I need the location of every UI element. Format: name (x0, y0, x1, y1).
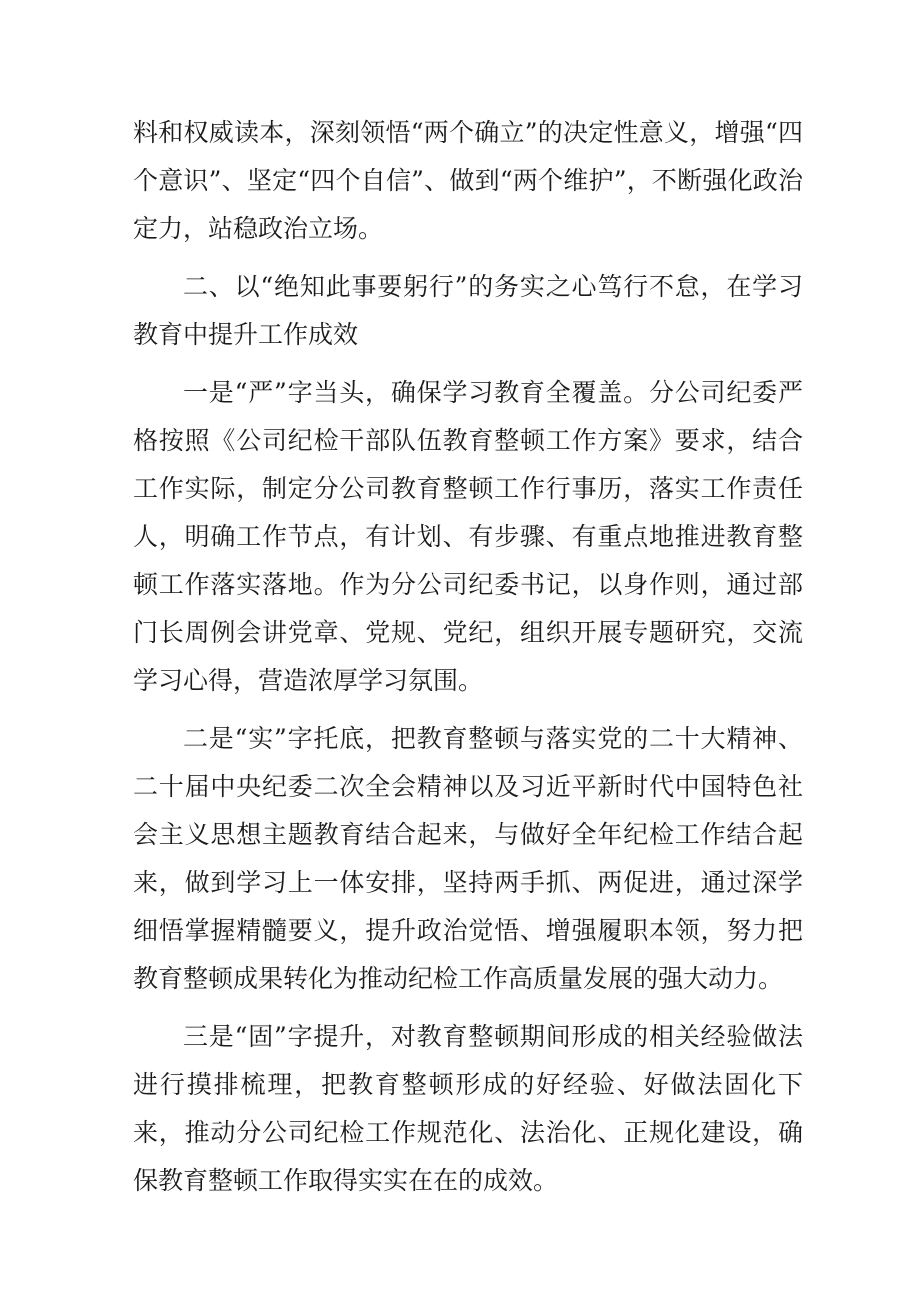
paragraph-strict: 一是“严”字当头，确保学习教育全覆盖。分公司纪委严格按照《公司纪检干部队伍教育整顿工作方案》要求，结合工作实际，制定分公司教育整顿工作行事历，落实工作责任人，明确工作节点，有计划、有步骤、有重点地推进教育整顿工作落实落地。作为分公司纪委书记，以身作则，通过部门长周例会讲党章、党规、党纪，组织开展专题研究，交流学习心得，营造浓厚学习氛围。 (133, 378, 803, 695)
paragraph-practical: 二是“实”字托底，把教育整顿与落实党的二十大精神、二十届中央纪委二次全会精神以及习近平新时代中国特色社会主义思想主题教育结合起来，与做好全年纪检工作结合起来，做到学习上一体安排，坚持两手抓、两促进，通过深学细悟掌握精髓要义，提升政治觉悟、增强履职本领，努力把教育整顿成果转化为推动纪检工作高质量发展的强大动力。 (133, 724, 803, 993)
document-body (133, 109, 803, 1205)
paragraph-consolidate: 三是“固”字提升，对教育整顿期间形成的相关经验做法进行摸排梳理，把教育整顿形成的好经验、好做法固化下来，推动分公司纪检工作规范化、法治化、正规化建设，确保教育整顿工作取得实实在在的成效。 (133, 1022, 803, 1195)
section-heading: 二、以“绝知此事要躬行”的务实之心笃行不怠，在学习教育中提升工作成效 (133, 272, 803, 349)
paragraph-continuation: 料和权威读本，深刻领悟“两个确立”的决定性意义，增强“四个意识”、坚定“四个自信”、做到“两个维护”，不断强化政治定力，站稳政治立场。 (133, 118, 803, 243)
